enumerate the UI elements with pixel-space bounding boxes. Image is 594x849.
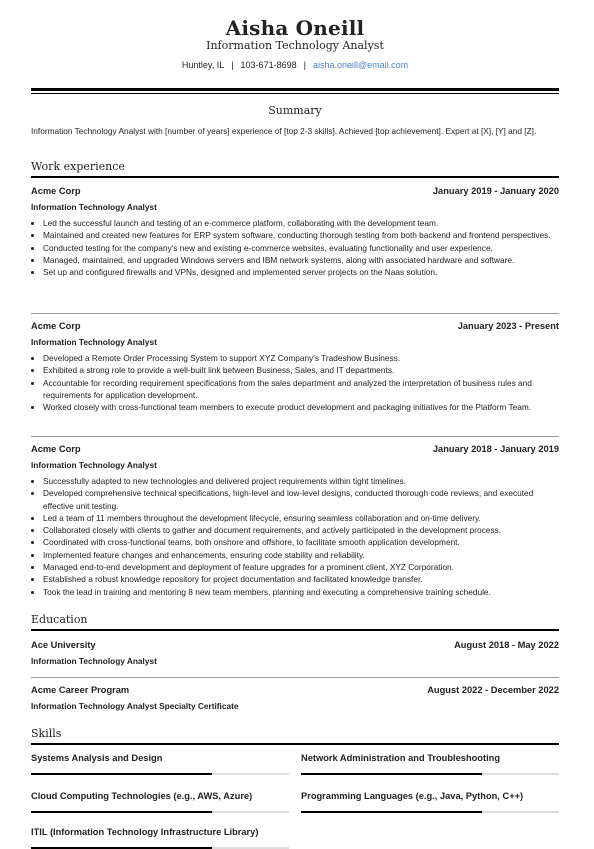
summary-text: Information Technology Analyst with [number of years] experience of [top 2-3 skills]. Achieved [top achievement]. Expert at [X], [Y] and [Z]. <box>31 126 537 136</box>
skill-name: Network Administration and Troubleshooting <box>301 753 501 763</box>
education-school: Acme Career Program <box>31 685 130 695</box>
job-bullet: • Led a team of 11 members throughout the development lifecycle, ensuring seamless collaboration and on-time delivery. <box>43 512 559 524</box>
job-dates: January 2019 - January 2020 <box>432 186 559 196</box>
job-entry <box>31 321 559 413</box>
skill-name: Programming Languages (e.g., Java, Python, C++) <box>301 791 524 801</box>
education-degree: Information Technology Analyst Specialty Certificate <box>31 701 239 711</box>
skill-level-fill <box>301 811 482 813</box>
candidate-title: Information Technology Analyst <box>206 39 384 52</box>
job-bullets <box>31 217 559 278</box>
job-bullet: • Maintained and created new features for ERP system software, conducting thorough testing from both backend and frontend perspectives. <box>43 229 559 241</box>
job-bullet: • Accountable for recording requirement specifications from the sales department and analyzed the interpretation of business rules and requirements for application development. <box>43 377 559 402</box>
skill-level-bar <box>31 773 289 775</box>
job-divider <box>31 436 559 437</box>
job-bullet: • Led the successful launch and testing of an e-commerce platform, collaborating with the development team. <box>43 217 559 229</box>
skills-divider <box>31 743 559 745</box>
contact-separator: | <box>231 60 234 70</box>
skill-item <box>31 791 289 801</box>
skill-level-fill <box>31 811 212 813</box>
skill-level-bar <box>301 811 559 813</box>
header-divider-thick <box>31 88 559 91</box>
experience-divider <box>31 176 559 178</box>
contact-line <box>31 60 559 70</box>
skill-item <box>31 827 431 837</box>
skill-level-bar <box>31 811 289 813</box>
job-bullet: • Coordinated with cross-functional teams, both onshore and offshore, to facilitate smooth application development. <box>43 536 559 548</box>
skill-item <box>301 791 559 801</box>
job-bullet: • Successfully adapted to new technologies and delivered project requirements within tight timelines. <box>43 475 559 487</box>
job-bullet: • Managed end-to-end development and deployment of feature upgrades for a prominent client, XYZ Corporation. <box>43 561 559 573</box>
location-text: Huntley, IL <box>181 60 225 70</box>
job-bullet: • Collaborated closely with clients to gather and document requirements, and actively participated in the development process. <box>43 524 559 536</box>
job-company: Acme Corp <box>31 186 81 196</box>
contact-separator: | <box>303 60 306 70</box>
skill-level-bar <box>301 773 559 775</box>
job-dates: January 2018 - January 2019 <box>432 444 559 454</box>
education-degree: Information Technology Analyst <box>31 656 157 666</box>
job-bullet: • Set up and configured firewalls and VPNs, designed and implemented server projects on the Naas solution. <box>43 266 559 278</box>
job-title: Information Technology Analyst <box>31 202 157 212</box>
email-link[interactable]: aisha.oneill@email.com <box>312 60 409 70</box>
skill-item <box>31 753 289 763</box>
job-bullet: • Took the lead in training and mentoring 8 new team members, planning and executing a comprehensive training schedule. <box>43 586 559 598</box>
experience-heading: Work experience <box>31 160 125 173</box>
skill-name: ITIL (Information Technology Infrastructure Library) <box>31 827 259 837</box>
job-dates: January 2023 - Present <box>457 321 559 331</box>
job-bullet: • Established a robust knowledge repository for project documentation and facilitated knowledge transfer. <box>43 573 559 585</box>
skill-level-fill <box>301 773 482 775</box>
skill-level-fill <box>31 773 212 775</box>
education-dates: August 2022 - December 2022 <box>427 685 559 695</box>
job-bullet: • Worked closely with cross-functional team members to execute product development and packaging initiatives for the Platform Team. <box>43 401 559 413</box>
skill-name: Cloud Computing Technologies (e.g., AWS, Azure) <box>31 791 253 801</box>
job-company: Acme Corp <box>31 321 81 331</box>
job-bullets <box>31 475 559 598</box>
job-entry <box>31 186 559 278</box>
job-title: Information Technology Analyst <box>31 460 157 470</box>
job-divider <box>31 313 559 314</box>
job-bullet: • Implemented feature changes and enhancements, ensuring code stability and reliability. <box>43 549 559 561</box>
skill-name: Systems Analysis and Design <box>31 753 163 763</box>
job-bullet: • Managed, maintained, and upgraded Windows servers and IBM network systems, along with associated hardware and software. <box>43 254 559 266</box>
phone-text: 103-671-8698 <box>240 60 297 70</box>
job-entry <box>31 444 559 598</box>
education-dates: August 2018 - May 2022 <box>454 640 559 650</box>
education-entry <box>31 640 559 668</box>
education-heading: Education <box>31 613 88 626</box>
job-title: Information Technology Analyst <box>31 337 157 347</box>
job-company: Acme Corp <box>31 444 81 454</box>
header-divider-thin <box>31 93 559 94</box>
job-bullet: • Conducted testing for the company's new and existing e-commerce websites, evaluating functionality and user experience. <box>43 242 559 254</box>
skills-heading: Skills <box>31 727 62 740</box>
skill-item <box>301 753 559 763</box>
education-entry <box>31 685 559 713</box>
job-bullet: • Developed a Remote Order Processing System to support XYZ Company's Tradeshow Business. <box>43 352 559 364</box>
education-divider <box>31 629 559 631</box>
education-divider-thin <box>31 677 559 678</box>
candidate-name: Aisha Oneill <box>225 16 365 40</box>
education-school: Ace University <box>31 640 96 650</box>
job-bullet: • Developed comprehensive technical specifications, high-level and low-level designs, conducted thorough code reviews, and executed effective unit testing. <box>43 487 559 512</box>
summary-heading: Summary <box>268 104 322 117</box>
job-bullet: • Exhibited a strong role to provide a well-built link between Business, Sales, and IT departments. <box>43 364 559 376</box>
job-bullets <box>31 352 559 413</box>
